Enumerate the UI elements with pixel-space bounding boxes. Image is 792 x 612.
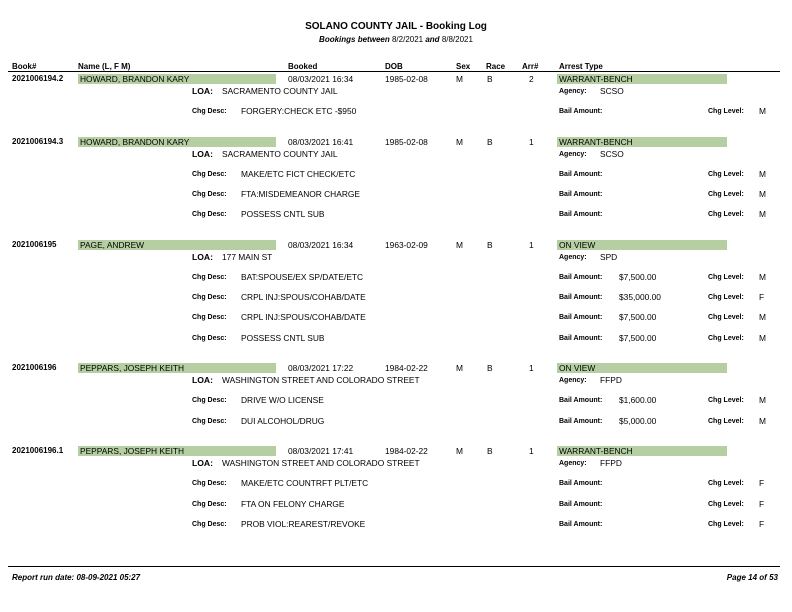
chg-level-label: Chg Level: <box>708 521 744 528</box>
agency: SCSO <box>600 86 624 96</box>
charge-description: FTA:MISDEMEANOR CHARGE <box>241 189 360 199</box>
arrest-number: 2 <box>529 74 534 84</box>
chg-desc-label: Chg Desc: <box>192 171 227 178</box>
col-header-race: Race <box>486 62 506 71</box>
page-number <box>727 573 778 582</box>
chg-level-label: Chg Level: <box>708 501 744 508</box>
arrest-type: WARRANT-BENCH <box>559 137 633 147</box>
race: B <box>487 74 493 84</box>
charge-description: MAKE/ETC FICT CHECK/ETC <box>241 169 356 179</box>
agency: FFPD <box>600 375 622 385</box>
sex: M <box>456 240 463 250</box>
charge-level: M <box>759 189 766 199</box>
chg-level-label: Chg Level: <box>708 314 744 321</box>
bail-amount-label: Bail Amount: <box>559 294 603 301</box>
bail-amount-label: Bail Amount: <box>559 397 603 404</box>
charge-description: FORGERY:CHECK ETC -$950 <box>241 106 357 116</box>
bail-amount-label: Bail Amount: <box>559 480 603 487</box>
agency-label: Agency: <box>559 254 587 261</box>
date-to: 8/8/2021 <box>441 35 473 44</box>
charge-description: MAKE/ETC COUNTRFT PLT/ETC <box>241 478 369 488</box>
charge-description: CRPL INJ:SPOUS/COHAB/DATE <box>241 312 366 322</box>
page-current: 14 <box>748 573 758 582</box>
chg-level-label: Chg Level: <box>708 274 744 281</box>
page-label: Page <box>726 573 746 582</box>
inmate-name: PEPPARS, JOSEPH KEITH <box>80 446 185 456</box>
dob: 1984-02-22 <box>385 363 428 373</box>
bail-amount-label: Bail Amount: <box>559 191 603 198</box>
charge-description: DRIVE W/O LICENSE <box>241 395 324 405</box>
bail-amount: $1,600.00 <box>619 395 657 405</box>
charge-level: F <box>759 519 765 529</box>
chg-desc-label: Chg Desc: <box>192 397 227 404</box>
booking-number: 2021006194.2 <box>12 74 64 83</box>
dob: 1984-02-22 <box>385 446 428 456</box>
subtitle-prefix: Bookings between <box>319 35 390 44</box>
subtitle-and: and <box>425 35 440 44</box>
chg-desc-label: Chg Desc: <box>192 335 227 342</box>
sex: M <box>456 363 463 373</box>
col-header-arrest-type: Arrest Type <box>559 62 603 71</box>
arrest-number: 1 <box>529 446 534 456</box>
charge-level: F <box>759 292 765 302</box>
chg-level-label: Chg Level: <box>708 171 744 178</box>
booking-number: 2021006196 <box>12 363 57 372</box>
loa-label: LOA: <box>192 375 214 385</box>
loa-label: LOA: <box>192 252 214 262</box>
chg-level-label: Chg Level: <box>708 418 744 425</box>
chg-desc-label: Chg Desc: <box>192 521 227 528</box>
dob: 1985-02-08 <box>385 137 428 147</box>
agency-label: Agency: <box>559 377 587 384</box>
charge-level: M <box>759 106 766 116</box>
report-title: SOLANO COUNTY JAIL - Booking Log <box>305 21 487 32</box>
bail-amount-label: Bail Amount: <box>559 501 603 508</box>
bail-amount-label: Bail Amount: <box>559 418 603 425</box>
charge-description: BAT:SPOUSE/EX SP/DATE/ETC <box>241 272 364 282</box>
loa-label: LOA: <box>192 149 214 159</box>
agency-label: Agency: <box>559 88 587 95</box>
bail-amount-label: Bail Amount: <box>559 314 603 321</box>
loa-label: LOA: <box>192 86 214 96</box>
location-of-arrest: WASHINGTON STREET AND COLORADO STREET <box>222 375 420 385</box>
inmate-name: PAGE, ANDREW <box>80 240 145 250</box>
sex: M <box>456 137 463 147</box>
bail-amount: $7,500.00 <box>619 333 657 343</box>
inmate-name: PEPPARS, JOSEPH KEITH <box>80 363 185 373</box>
location-of-arrest: SACRAMENTO COUNTY JAIL <box>222 149 338 159</box>
charge-level: M <box>759 272 766 282</box>
dob: 1963-02-09 <box>385 240 428 250</box>
chg-level-label: Chg Level: <box>708 397 744 404</box>
booked-datetime: 08/03/2021 17:41 <box>288 446 354 456</box>
bail-amount-label: Bail Amount: <box>559 171 603 178</box>
charge-description: POSSESS CNTL SUB <box>241 209 325 219</box>
sex: M <box>456 74 463 84</box>
booking-number: 2021006196.1 <box>12 446 64 455</box>
agency-label: Agency: <box>559 460 587 467</box>
chg-desc-label: Chg Desc: <box>192 480 227 487</box>
charge-description: CRPL INJ:SPOUS/COHAB/DATE <box>241 292 366 302</box>
report-subtitle <box>0 35 792 44</box>
chg-desc-label: Chg Desc: <box>192 191 227 198</box>
bail-amount-label: Bail Amount: <box>559 274 603 281</box>
col-header-name: Name (L, F M) <box>78 62 131 71</box>
location-of-arrest: 177 MAIN ST <box>222 252 273 262</box>
race: B <box>487 363 493 373</box>
report-run-date <box>12 573 140 582</box>
bail-amount: $7,500.00 <box>619 312 657 322</box>
bail-amount: $7,500.00 <box>619 272 657 282</box>
booking-number: 2021006194.3 <box>12 137 64 146</box>
arrest-type: WARRANT-BENCH <box>559 446 633 456</box>
bail-amount-label: Bail Amount: <box>559 335 603 342</box>
chg-level-label: Chg Level: <box>708 480 744 487</box>
arrest-number: 1 <box>529 240 534 250</box>
bail-amount-label: Bail Amount: <box>559 521 603 528</box>
chg-level-label: Chg Level: <box>708 191 744 198</box>
booked-datetime: 08/03/2021 16:34 <box>288 240 354 250</box>
charge-description: PROB VIOL:REAREST/REVOKE <box>241 519 366 529</box>
charge-description: POSSESS CNTL SUB <box>241 333 325 343</box>
page-of: of <box>759 573 767 582</box>
charge-level: F <box>759 478 765 488</box>
col-header-dob: DOB <box>385 62 403 71</box>
race: B <box>487 137 493 147</box>
arrest-type: ON VIEW <box>559 240 596 250</box>
sex: M <box>456 446 463 456</box>
loa-label: LOA: <box>192 458 214 468</box>
charge-level: M <box>759 395 766 405</box>
booked-datetime: 08/03/2021 17:22 <box>288 363 354 373</box>
run-date-value: 08-09-2021 05:27 <box>76 573 141 582</box>
footer-rule <box>8 566 780 567</box>
booked-datetime: 08/03/2021 16:34 <box>288 74 354 84</box>
charge-level: M <box>759 333 766 343</box>
col-header-sex: Sex <box>456 62 471 71</box>
bail-amount: $35,000.00 <box>619 292 661 302</box>
chg-desc-label: Chg Desc: <box>192 108 227 115</box>
charge-level: F <box>759 499 765 509</box>
col-header-arr: Arr# <box>522 62 539 71</box>
agency: SCSO <box>600 149 624 159</box>
arrest-number: 1 <box>529 137 534 147</box>
chg-desc-label: Chg Desc: <box>192 274 227 281</box>
charge-description: FTA ON FELONY CHARGE <box>241 499 345 509</box>
header-rule <box>8 71 780 72</box>
agency-label: Agency: <box>559 151 587 158</box>
agency: SPD <box>600 252 618 262</box>
inmate-name: HOWARD, BRANDON KARY <box>80 137 190 147</box>
booked-datetime: 08/03/2021 16:41 <box>288 137 354 147</box>
location-of-arrest: SACRAMENTO COUNTY JAIL <box>222 86 338 96</box>
chg-level-label: Chg Level: <box>708 294 744 301</box>
chg-level-label: Chg Level: <box>708 108 744 115</box>
chg-level-label: Chg Level: <box>708 211 744 218</box>
arrest-number: 1 <box>529 363 534 373</box>
chg-desc-label: Chg Desc: <box>192 211 227 218</box>
date-from: 8/2/2021 <box>391 35 424 44</box>
chg-desc-label: Chg Desc: <box>192 314 227 321</box>
chg-level-label: Chg Level: <box>708 335 744 342</box>
charge-level: M <box>759 416 766 426</box>
dob: 1985-02-08 <box>385 74 428 84</box>
page-total: 53 <box>769 573 778 582</box>
bail-amount-label: Bail Amount: <box>559 211 603 218</box>
inmate-name: HOWARD, BRANDON KARY <box>80 74 190 84</box>
charge-description: DUI ALCOHOL/DRUG <box>241 416 325 426</box>
arrest-type: ON VIEW <box>559 363 596 373</box>
agency: FFPD <box>600 458 622 468</box>
booking-number: 2021006195 <box>12 240 57 249</box>
chg-desc-label: Chg Desc: <box>192 418 227 425</box>
bail-amount: $5,000.00 <box>619 416 657 426</box>
charge-level: M <box>759 312 766 322</box>
col-header-booked: Booked <box>288 62 318 71</box>
race: B <box>487 240 493 250</box>
arrest-type: WARRANT-BENCH <box>559 74 633 84</box>
charge-level: M <box>759 209 766 219</box>
location-of-arrest: WASHINGTON STREET AND COLORADO STREET <box>222 458 420 468</box>
run-date-label: Report run date: <box>12 573 75 582</box>
bail-amount-label: Bail Amount: <box>559 108 603 115</box>
chg-desc-label: Chg Desc: <box>192 294 227 301</box>
charge-level: M <box>759 169 766 179</box>
col-header-book: Book# <box>12 62 37 71</box>
chg-desc-label: Chg Desc: <box>192 501 227 508</box>
race: B <box>487 446 493 456</box>
